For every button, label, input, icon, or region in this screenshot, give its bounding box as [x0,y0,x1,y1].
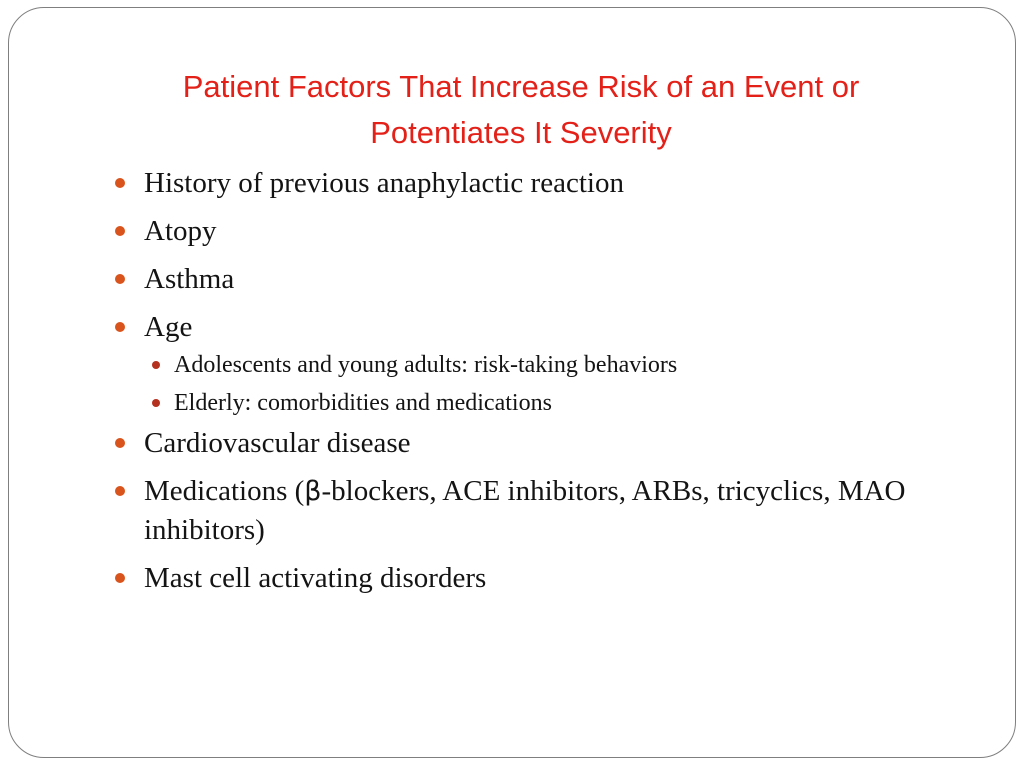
list-item-text: Age [144,311,193,343]
bullet-icon [115,573,125,583]
sub-bullet-icon [152,399,160,407]
sub-bullet-icon [152,361,160,369]
bullet-icon [115,226,125,236]
bullet-icon [115,178,125,188]
sub-item-elderly [112,386,952,420]
bullet-icon [115,322,125,332]
list-item-cardiovascular [112,424,952,462]
list-item-medications [112,472,952,549]
sub-item-text: Adolescents and young adults: risk-taking behaviors [174,352,678,378]
list-item-atopy [112,212,952,250]
list-item-mast-cell [112,559,952,597]
list-item-asthma [112,260,952,298]
bullet-icon [115,438,125,448]
list-item-text: Mast cell activating disorders [144,562,487,594]
bullet-icon [115,274,125,284]
list-item-history [112,164,952,202]
sub-item-adolescents [112,348,952,382]
list-item-text: Asthma [144,263,235,295]
list-item-text: Cardiovascular disease [144,427,411,459]
list-item-text-prefix: Medications ( [144,475,305,507]
list-item-text-suffix: -blockers, ACE inhibitors, ARBs, tricyclics, MAO inhibitors) [144,475,906,546]
bullet-icon [115,486,125,496]
list-item-text: History of previous anaphylactic reaction [144,167,624,199]
list-item-text: Atopy [144,215,217,247]
slide-title [69,64,973,156]
age-sublist [112,348,952,420]
list-item-age [112,308,952,346]
sub-item-text: Elderly: comorbidities and medications [174,390,552,416]
beta-symbol: β [304,476,322,507]
slide-title-line-2: Potentiates It Severity [370,115,672,150]
bullet-list [112,164,952,607]
slide-title-line-1: Patient Factors That Increase Risk of an Event or [182,69,860,104]
